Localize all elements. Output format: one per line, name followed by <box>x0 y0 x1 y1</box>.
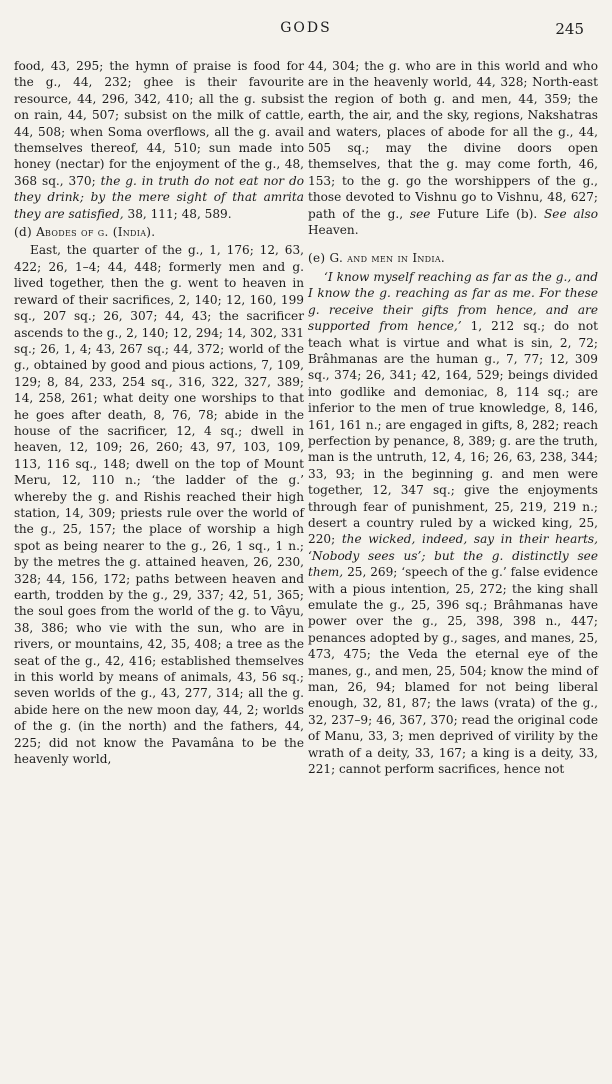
see-reference: Future Life (b). <box>437 206 538 221</box>
running-title: GODS <box>280 20 332 36</box>
section-label: (d) <box>14 225 32 240</box>
index-entry-men <box>308 269 598 778</box>
entry-quote: the g. in truth do not eat nor do they drink; by the mere sight of that amrita they are satisfied, <box>14 173 304 221</box>
index-entry-food <box>14 58 304 222</box>
entry-text: food, 43, 295; the hymn of praise is food for the g., 44, 232; ghee is their favourite resource, 44, 296, 342, 410; all the g. subsist on rain, 44, 507; subsist on the milk of cattle, 44, 508; when Soma overflows, all the g. avail themselves thereof, 44, 510; sun made into honey (nectar) for the enjoyment of the g., 48, 368 sq., 370; <box>14 59 304 188</box>
index-entry-continued <box>308 58 598 238</box>
entry-text: 44, 304; the g. who are in this world and who are in the heavenly world, 44, 328; North-east the region of both g. and men, 44, 359; the earth, the air, and the sky, regions, Nakshatras and waters, places of abode for all the g., 44, 505 sq.; may the divine doors open themselves, that the g. may come forth, 46, 153; to the g. go the worshippers of the g., those devoted to Vishnu go to Vishnu, 48, 627; path of the g., <box>308 59 598 221</box>
entry-quote-2: the wicked, indeed, say in their hearts, ‘Nobody sees us’; but the g. distinctly see them, <box>308 532 598 580</box>
right-column <box>308 58 598 777</box>
section-heading-men <box>308 250 598 266</box>
section-label: (e) <box>308 251 326 266</box>
entry-text-end: 25, 269; ‘speech of the g.’ false evidence with a pious intention, 25, 272; the king shall emulate the g., 25, 396 sq.; Brâhmanas have power over the g., 25, 398, 398 n., 447; penances adopted by g., sages, and manes, 25, 473, 475; the Veda the eternal eye of the manes, g., and men, 25, 504; know the mind of man, 26, 94; blamed for not being liberal enough, 32, 81, 87; the laws (vrata) of the g., 32, 237–9; 46, 367, 370; read the original code of Manu, 33, 3; men deprived of virility by the wrath of a deity, 33, 167; a king is a deity, 33, 221; cannot perform sacrifices, hence not <box>308 565 598 777</box>
section-title: G. and men in India. <box>329 251 446 266</box>
page-number: 245 <box>555 20 584 38</box>
left-column <box>14 58 304 767</box>
see-also-reference: Heaven. <box>308 223 359 238</box>
index-entry-abodes: East, the quarter of the g., 1, 176; 12, 63, 422; 26, 1–4; 44, 448; formerly men and g. lived together, then the g. went to heaven in reward of their sacrifices, 2, 140; 12, 160, 199 sq., 207 sq.; 26, 307; 44, 43; the sacrificer ascends to the g., 2, 140; 12, 294; 14, 302, 331 sq.; 26, 1, 4; 43, 267 sq.; 44, 372; world of the g., obtained by good and pious actions, 7, 109, 129; 8, 84, 233, 254 sq., 316, 322, 327, 389; 14, 258, 261; what deity one worships to that he goes after death, 8, 76, 78; abide in the house of the sacrificer, 12, 4 sq.; dwell in heaven, 12, 109; 26, 260; 43, 97, 103, 109, 113, 116 sq., 148; dwell on the top of Mount Meru, 12, 110 n.; ‘the ladder of the g.’ whereby the g. and Rishis reached their high station, 14, 309; priests rule over the world of the g., 25, 157; the place of worship a high spot as being nearer to the g., 26, 1 sq., 1 n.; by the metres the g. attained heaven, 26, 230, 328; 44, 156, 172; paths between heaven and earth, trodden by the g., 29, 337; 42, 51, 365; the soul goes from the world of the g. to Vâyu, 38, 386; who vie with the sun, who are in rivers, or mountains, 42, 35, 408; a tree as the seat of the g., 42, 416; established themselves in this world by means of animals, 43, 56 sq.; seven worlds of the g., 43, 277, 314; all the g. abide here on the new moon day, 44, 2; worlds of the g. (in the north) and the fathers, 44, 225; did not know the Pavamâna to be the heavenly world, <box>14 243 304 767</box>
entry-text-end: 38, 111; 48, 589. <box>127 206 232 221</box>
entry-text: 1, 212 sq.; do not teach what is virtue and what is sin, 2, 72; Brâhmanas are the human g., 7, 77; 12, 309 sq., 374; 26, 341; 42, 164, 529; beings divided into godlike and demoniac, 8, 114 sq.; are inferior to the men of true knowledge, 8, 146, 161, 161 n.; are engaged in gifts, 8, 282; reach perfection by penance, 8, 389; g. are the truth, man is the untruth, 12, 4, 16; 26, 63, 238, 344; 33, 93; in the beginning g. and men were together, 12, 347 sq.; give the enjoyments through fear of punishment, 25, 219, 219 n.; desert a country ruled by a wicked king, 25, 220; <box>308 319 598 547</box>
section-heading-abodes <box>14 224 304 240</box>
page-header <box>0 20 612 44</box>
entry-quote: ‘I know myself reaching as far as the g., and I know the g. reaching as far as me. For these g. receive their gifts from hence, and are supported from hence,’ <box>308 269 598 334</box>
section-title: Abodes of g. (India). <box>36 225 156 240</box>
see-label: see <box>409 206 431 221</box>
see-also-label: See also <box>544 206 598 221</box>
